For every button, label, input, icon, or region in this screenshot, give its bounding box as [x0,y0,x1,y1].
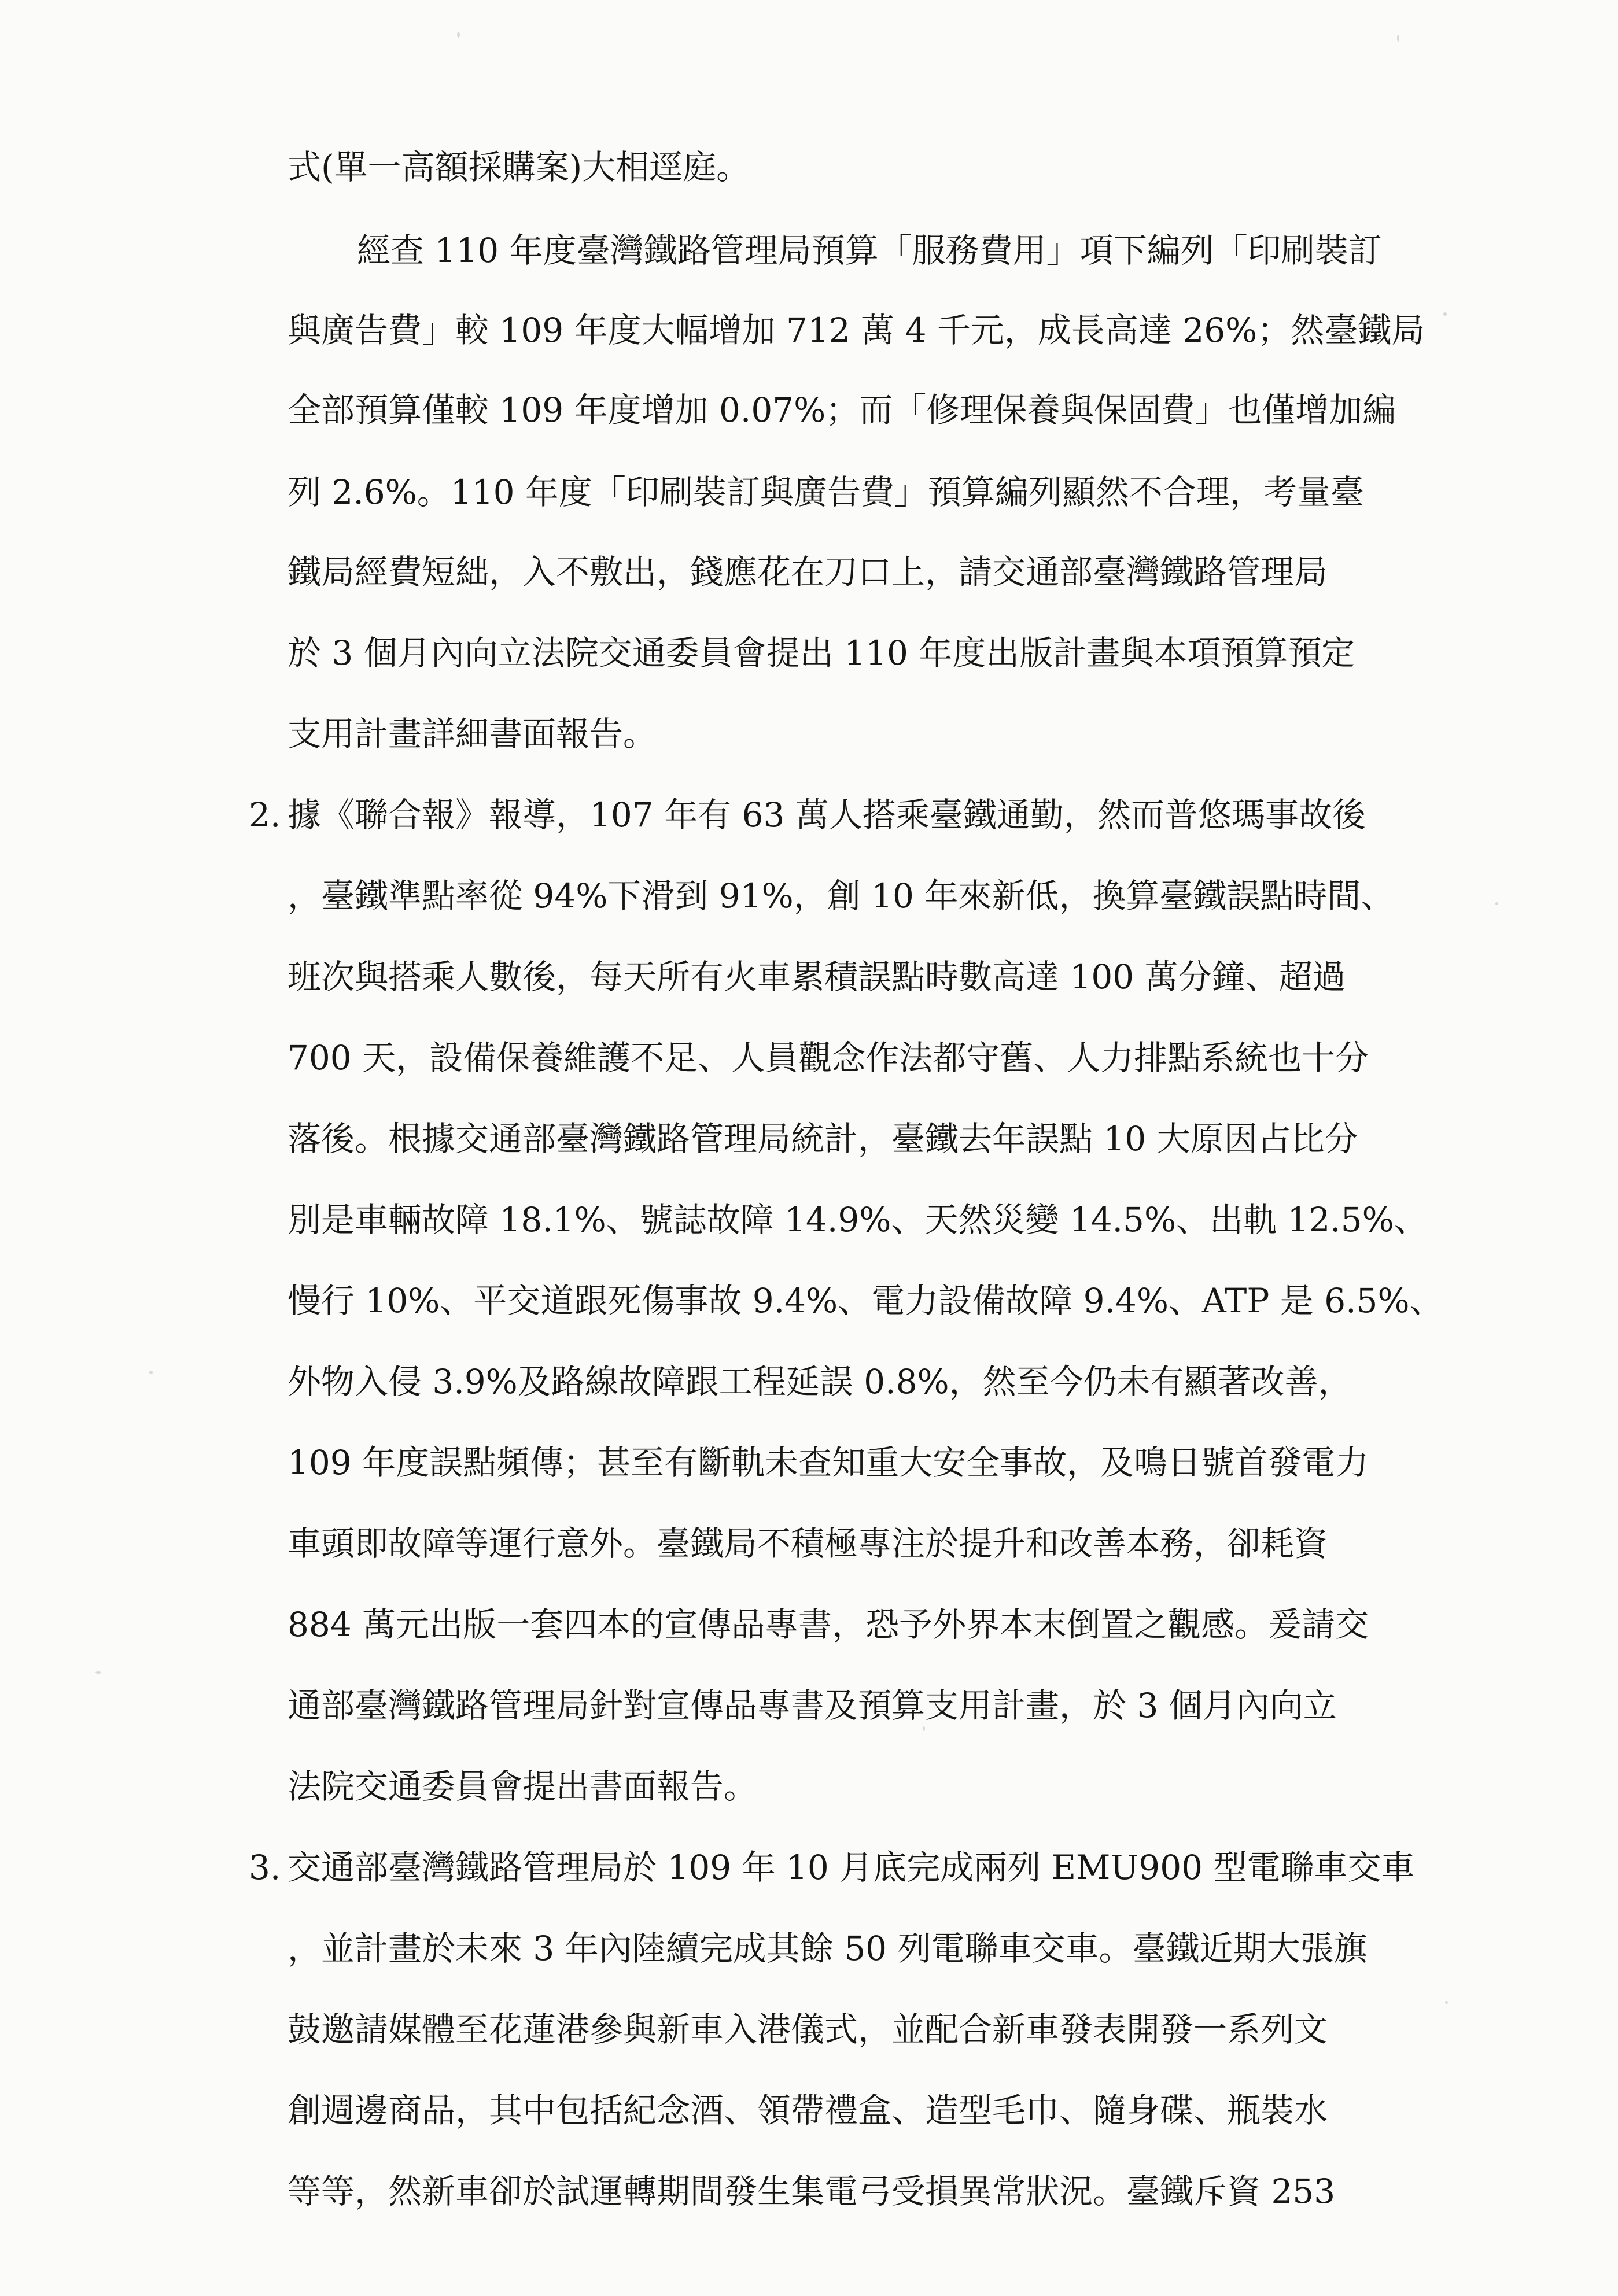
text-line: 全部預算僅較 109 年度增加 0.07%；而「修理保養與保固費」也僅增加編 [288,390,1396,430]
scan-speck [923,1726,925,1731]
scan-speck [1445,2001,1448,2004]
scan-speck [149,1371,153,1374]
text-line: 式(單一高額採購案)大相逕庭。 [288,147,750,187]
text-line: 交通部臺灣鐵路管理局於 109 年 10 月底完成兩列 EMU900 型電聯車交車 [288,1848,1415,1887]
text-line: 與廣告費」較 109 年度大幅增加 712 萬 4 千元，成長高達 26%；然臺鐵局 [288,311,1425,350]
scan-speck [95,1671,101,1674]
text-line: 落後。根據交通部臺灣鐵路管理局統計，臺鐵去年誤點 10 大原因占比分 [288,1119,1358,1158]
text-line: 於 3 個月內向立法院交通委員會提出 110 年度出版計畫與本項預算預定 [288,633,1355,673]
text-line: 經查 110 年度臺灣鐵路管理局預算「服務費用」項下編列「印刷裝訂 [357,231,1382,270]
text-line: 法院交通委員會提出書面報告。 [288,1767,758,1806]
text-line: 109 年度誤點頻傳；甚至有斷軌未查知重大安全事故，及鳴日號首發電力 [288,1443,1369,1482]
text-line: 據《聯合報》報導，107 年有 63 萬人搭乘臺鐵通勤，然而普悠瑪事故後 [288,795,1366,835]
list-number-3: 3. [249,1848,281,1887]
scan-speck [1443,312,1447,316]
text-line: 通部臺灣鐵路管理局針對宣傳品專書及預算支用計畫，於 3 個月內向立 [288,1686,1337,1725]
scan-speck [1397,35,1399,42]
text-line: 外物入侵 3.9%及路線故障跟工程延誤 0.8%，然至今仍未有顯著改善， [288,1362,1352,1401]
text-line: ，並計畫於未來 3 年內陸續完成其餘 50 列電聯車交車。臺鐵近期大張旗 [288,1929,1368,1968]
scan-speck [457,32,460,38]
text-line: 別是車輛故障 18.1%、號誌故障 14.9%、天然災變 14.5%、出軌 12.5%、 [288,1200,1428,1239]
text-line: 鼓邀請媒體至花蓮港參與新車入港儀式，並配合新車發表開發一系列文 [288,2010,1328,2049]
text-line: 鐵局經費短絀，入不敷出，錢應花在刀口上，請交通部臺灣鐵路管理局 [288,552,1328,592]
text-line: 700 天，設備保養維護不足、人員觀念作法都守舊、人力排點系統也十分 [288,1038,1369,1077]
text-line: 等等，然新車卻於試運轉期間發生集電弓受損異常狀況。臺鐵斥資 253 [288,2172,1336,2211]
text-line: 列 2.6%。110 年度「印刷裝訂與廣告費」預算編列顯然不合理，考量臺 [288,473,1364,512]
text-line: 創週邊商品，其中包括紀念酒、領帶禮盒、造型毛巾、隨身碟、瓶裝水 [288,2091,1328,2130]
text-line: 慢行 10%、平交道跟死傷事故 9.4%、電力設備故障 9.4%、ATP 是 6.5%、 [288,1281,1443,1320]
text-line: 班次與搭乘人數後，每天所有火車累積誤點時數高達 100 萬分鐘、超過 [288,957,1346,996]
text-line: ，臺鐵準點率從 94%下滑到 91%，創 10 年來新低，換算臺鐵誤點時間、 [288,876,1395,916]
text-line: 車頭即故障等運行意外。臺鐵局不積極專注於提升和改善本務，卻耗資 [288,1524,1328,1563]
list-number-2: 2. [249,795,281,835]
text-line: 支用計畫詳細書面報告。 [288,714,657,754]
text-line: 884 萬元出版一套四本的宣傳品專書，恐予外界本末倒置之觀感。爰請交 [288,1605,1369,1644]
scan-speck [1495,902,1498,905]
